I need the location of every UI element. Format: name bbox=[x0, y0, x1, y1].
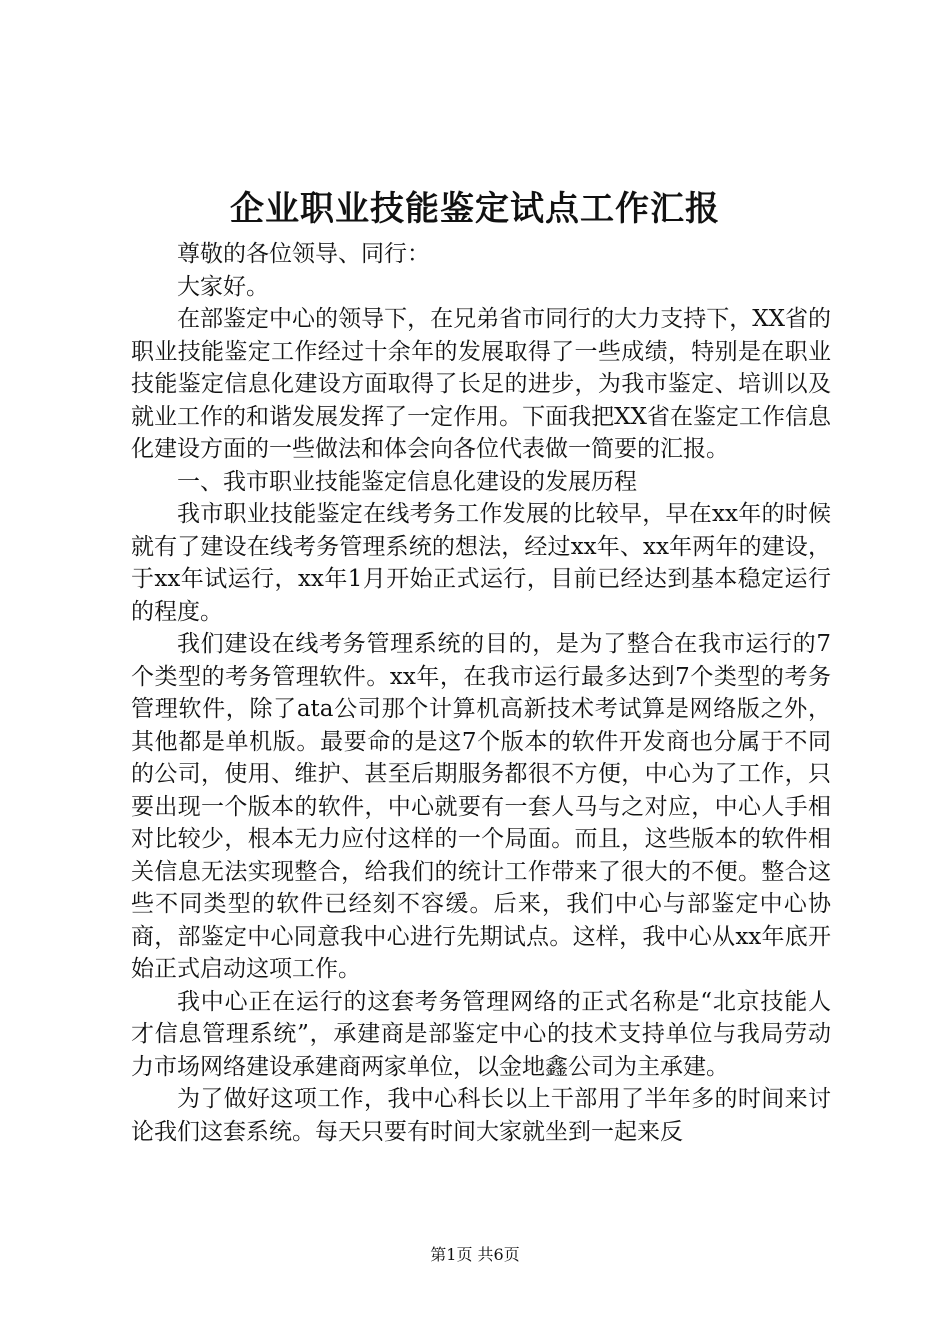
body-paragraph: 我中心正在运行的这套考务管理网络的正式名称是“北京技能人才信息管理系统”，承建商是部鉴定中心的技术支持单位与我局劳动力市场网络建设承建商两家单位，以金地鑫公司为主承建。 bbox=[131, 988, 831, 1080]
body-paragraph: 在部鉴定中心的领导下，在兄弟省市同行的大力支持下，XX省的职业技能鉴定工作经过十余年的发展取得了一些成绩，特别是在职业技能鉴定信息化建设方面取得了长足的进步，为我市鉴定、培训以及就业工作的和谐发展发挥了一定作用。下面我把XX省在鉴定工作信息化建设方面的一些做法和体会向各位代表做一简要的汇报。 bbox=[131, 306, 831, 462]
document-body bbox=[131, 238, 831, 1148]
body-paragraph: 我们建设在线考务管理系统的目的，是为了整合在我市运行的7个类型的考务管理软件。xx年，在我市运行最多达到7个类型的考务管理软件，除了ata公司那个计算机高新技术考试算是网络版之外，其他都是单机版。最要命的是这7个版本的软件开发商也分属于不同的公司，使用、维护、甚至后期服务都很不方便，中心为了工作，只要出现一个版本的软件，中心就要有一套人马与之对应，中心人手相对比较少，根本无力应付这样的一个局面。而且，这些版本的软件相关信息无法实现整合，给我们的统计工作带来了很大的不便。整合这些不同类型的软件已经刻不容缓。后来，我们中心与部鉴定中心协商，部鉴定中心同意我中心进行先期试点。这样，我中心从xx年底开始正式启动这项工作。 bbox=[131, 631, 831, 982]
salutation-paragraph: 尊敬的各位领导、同行： bbox=[177, 241, 430, 267]
document-title: 企业职业技能鉴定试点工作汇报 bbox=[230, 189, 720, 229]
page-number-footer: 第1页 共6页 bbox=[430, 1245, 520, 1264]
body-paragraph: 我市职业技能鉴定在线考务工作发展的比较早，早在xx年的时候就有了建设在线考务管理系统的想法，经过xx年、xx年两年的建设，于xx年试运行，xx年1月开始正式运行，目前已经达到基本稳定运行的程度。 bbox=[131, 501, 831, 625]
greeting-paragraph: 大家好。 bbox=[177, 273, 269, 300]
body-paragraph: 为了做好这项工作，我中心科长以上干部用了半年多的时间来讨论我们这套系统。每天只要有时间大家就坐到一起来反 bbox=[131, 1086, 831, 1145]
section-heading: 一、我市职业技能鉴定信息化建设的发展历程 bbox=[177, 468, 637, 495]
